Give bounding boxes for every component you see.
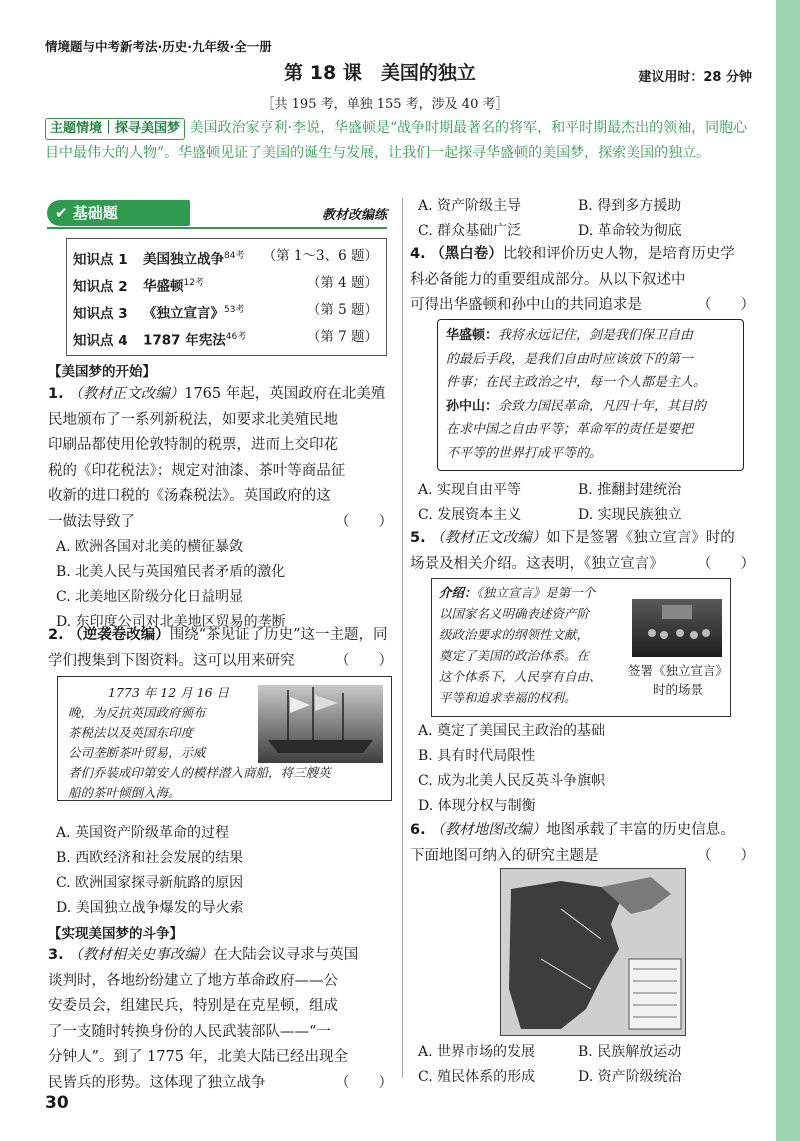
answer-paren: （ ） bbox=[697, 297, 755, 313]
page-number: 30 bbox=[45, 1093, 69, 1113]
declaration-signing-image bbox=[632, 599, 722, 657]
theme-intro bbox=[45, 116, 755, 166]
q5-intro-box: 介绍：《独立宣言》是第一个 以国家名义明确表述资产阶 级政治要求的纲领性文献， 奠定了美国的政治体系。在 这个体系下，人民享有自由、 平等和追求幸福的权利。 签署《独立宣言》 时的场景 bbox=[431, 578, 731, 717]
q1-options: A. 欧洲各国对北美的横征暴敛 B. 北美人民与英国殖民者矛盾的激化 C. 北美地区阶级分化日益明显 D. 东印度公司对北美地区贸易的垄断 bbox=[56, 539, 286, 630]
boston-tea-party-image bbox=[258, 685, 383, 763]
banner-line bbox=[47, 227, 387, 229]
basic-title: ✔ 基础题 bbox=[47, 200, 190, 226]
q2-source-box: 1773 年 12 月 16 日 晚，为反抗英国政府颁布 茶税法以及英国东印度 公司垄断茶叶贸易，示威 者们乔装成印第安人的模样潜入商船，将三艘英 船的茶叶倾倒入海。 bbox=[57, 676, 392, 801]
question-1: 1. （教材正文改编）1765 年起，英国政府在北美殖 民地颁布了一系列新税法，如要求北美殖民地 印刷品都使用伦敦特制的税票，进而上交印花 税的《印花税法》；规定对油漆、茶叶等商品征 收新的进口税的《汤森税法》。英国政府的这 一做法导致了 （ ） bbox=[48, 382, 393, 535]
painting-illustration-icon bbox=[632, 599, 722, 657]
theme-text: 美国政治家亨利·李说，华盛顿是“战争时期最著名的将军，和平时期最杰出的领袖，同胞心目中最伟大的人物”。华盛顿见证了美国的诞生与发展，让我们一起探寻华盛顿的美国梦，探索美国的独立。 bbox=[45, 120, 748, 161]
exam-stats: ［共 195 考，单独 155 考，涉及 40 考］ bbox=[261, 97, 509, 112]
answer-paren: （ ） bbox=[335, 652, 393, 669]
section-heading-1: 【美国梦的开始】 bbox=[48, 364, 156, 380]
question-3: 3. （教材相关史事改编）在大陆会议寻求与英国 谈判时，各地纷纷建立了地方革命政府——公 安委员会，组建民兵，特别是在克星顿，组成 了一支随时转换身份的人民武装部队——“一 分钟人”。到了 1775 年，北美大陆已经出现全 民皆兵的形势。这体现了独立战争 （ ） bbox=[48, 943, 393, 1096]
knowledge-point: 知识点 4 1787 年宪法$^{46考}$ （第 7 题） bbox=[73, 329, 378, 349]
answer-paren: （ ） bbox=[335, 1074, 393, 1091]
knowledge-point-box bbox=[66, 238, 387, 356]
question-2: 2. （逆袭卷改编）围绕“茶见证了历史”这一主题，同 学们搜集到下图资料。这可以用来研究 （ ） bbox=[48, 623, 393, 674]
q3-options: A. 资产阶级主导 B. 得到多方援助 C. 群众基础广泛 D. 革命较为彻底 bbox=[418, 198, 682, 239]
question-5: 5. （教材正文改编）如下是签署《独立宣言》时的 场景及相关介绍。这表明，《独立宣言》 （ ） bbox=[410, 526, 755, 577]
knowledge-point: 知识点 1 美国独立战争$^{84考}$ （第 1～3、6 题） bbox=[73, 248, 378, 268]
map-illustration-icon bbox=[501, 869, 685, 1035]
side-color-bar bbox=[776, 0, 800, 1141]
theme-label: 主题情境｜探寻美国梦 bbox=[45, 118, 185, 140]
answer-paren: （ ） bbox=[335, 513, 393, 530]
knowledge-point: 知识点 2 华盛顿$^{12考}$ （第 4 题） bbox=[73, 275, 378, 295]
q4-options: A. 实现自由平等 B. 推翻封建统治 C. 发展资本主义 D. 实现民族独立 bbox=[418, 482, 682, 523]
knowledge-point: 知识点 3 《独立宣言》$^{53考}$ （第 5 题） bbox=[73, 302, 378, 322]
q2-options: A. 英国资产阶级革命的过程 B. 西欧经济和社会发展的结果 C. 欧洲国家探寻新航路的原因 D. 美国独立战争爆发的导火索 bbox=[56, 825, 244, 916]
q4-quote-box: 华盛顿：我将永远记住，剑是我们保卫自由 的最后手段，是我们自由时应该放下的第一 件事；在民主政治之中，每一个人都是主人。 孙中山：余致力国民革命，凡四十年，其目的 在求中国之自由平等；革命军的责任是要把 不平等的世界打成平等的。 bbox=[437, 319, 744, 471]
column-divider bbox=[402, 198, 403, 1078]
colonial-america-map bbox=[500, 868, 686, 1036]
answer-paren: （ ） bbox=[697, 555, 755, 572]
lesson-title: 第 18 课 美国的独立 bbox=[284, 62, 476, 84]
image-caption: 签署《独立宣言》 时的场景 bbox=[628, 663, 729, 697]
section-heading-2: 【实现美国梦的斗争】 bbox=[48, 926, 183, 942]
q6-options: A. 世界市场的发展 B. 民族解放运动 C. 殖民体系的形成 D. 资产阶级统治 bbox=[418, 1044, 682, 1085]
suggested-time: 建议用时：28 分钟 bbox=[638, 70, 752, 85]
book-title: 情境题与中考新考法·历史·九年级·全一册 bbox=[45, 39, 272, 54]
q5-options: A. 奠定了美国民主政治的基础 B. 具有时代局限性 C. 成为北美人民反英斗争旗帜 D. 体现分权与制衡 bbox=[418, 723, 606, 814]
ship-illustration-icon bbox=[258, 685, 383, 763]
basic-subtitle: 教材改编练 bbox=[321, 208, 387, 223]
basic-section-banner bbox=[47, 200, 387, 228]
answer-paren: （ ） bbox=[697, 847, 755, 864]
question-4: 4. （黑白卷）比较和评价历史人物，是培育历史学 科必备能力的重要组成部分。从以下叙述中 可得出华盛顿和孙中山的共同追求是 （ ） bbox=[410, 242, 755, 319]
question-6: 6. （教材地图改编）地图承载了丰富的历史信息。 下面地图可纳入的研究主题是 （ ） bbox=[410, 818, 755, 869]
